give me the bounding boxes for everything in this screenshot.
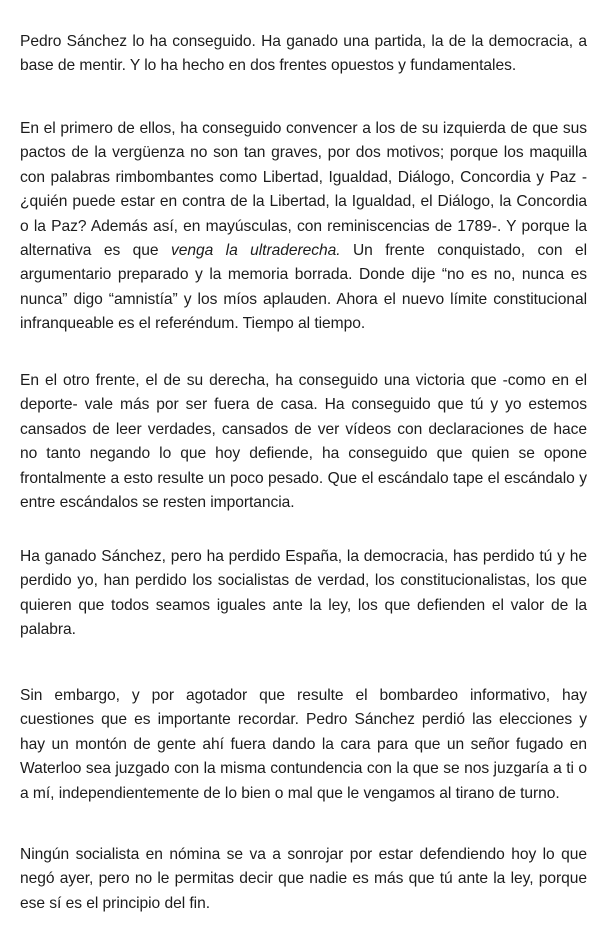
paragraph-second-front: En el otro frente, el de su derecha, ha conseguido una victoria que -como en el deporte- vale más por ser fuera de casa. Ha conseguido que tú y yo estemos cansados de leer verdades, cansados de ver vídeos con declaraciones de hace no tanto negando lo que hoy defiende, ha conseguido que quien se opone frontalmente a esto resulte un poco pesado. Que el escándalo tape el escándalo y entre escándalos se resten importancia.	[20, 372, 587, 512]
paragraph-intro: Pedro Sánchez lo ha conseguido. Ha ganado una partida, la de la democracia, a base de mentir. Y lo ha hecho en dos frentes opuestos y fundamentales.	[20, 33, 587, 75]
paragraph-first-front-emphasis: venga la ultraderecha.	[170, 242, 341, 260]
paragraph-closing: Ningún socialista en nómina se va a sonrojar por estar defendiendo hoy lo que negó ayer, pero no le permitas decir que nadie es más que tú ante la ley, porque ese sí es el principio del fin.	[20, 846, 587, 912]
paragraph-first-front	[20, 117, 587, 337]
paragraph-however: Sin embargo, y por agotador que resulte el bombardeo informativo, hay cuestiones que es importante recordar. Pedro Sánchez perdió las elecciones y hay un montón de gente ahí fuera dando la cara para que un señor fugado en Waterloo sea juzgado con la misma contundencia con la que se nos juzgaría a ti o a mí, independientemente de lo bien o mal que le vengamos al tirano de turno.	[20, 687, 587, 802]
paragraph-first-front-text-before: En el primero de ellos, ha conseguido convencer a los de su izquierda de que sus pactos de la vergüenza no son tan graves, por dos motivos; porque los maquilla con palabras rimbombantes como Libertad, Igualdad, Diálogo, Concordia y Paz -¿quién puede estar en contra de la Libertad, la Igualdad, el Diálogo, la Concordia o la Paz? Además así, en mayúsculas, con reminiscencias de 1789-. Y porque la alternativa es que	[20, 120, 587, 260]
paragraph-who-lost: Ha ganado Sánchez, pero ha perdido España, la democracia, has perdido tú y he perdido yo, han perdido los socialistas de verdad, los constitucionalistas, los que quieren que todos seamos iguales ante la ley, los que defienden el valor de la palabra.	[20, 548, 587, 639]
paragraph-first-front-text-after: Un frente conquistado, con el argumentario preparado y la memoria borrada. Donde dije “no es no, nunca es nunca” digo “amnistía” y los míos aplauden. Ahora el nuevo límite constitucional infranqueable es el referéndum. Tiempo al tiempo.	[20, 242, 587, 333]
